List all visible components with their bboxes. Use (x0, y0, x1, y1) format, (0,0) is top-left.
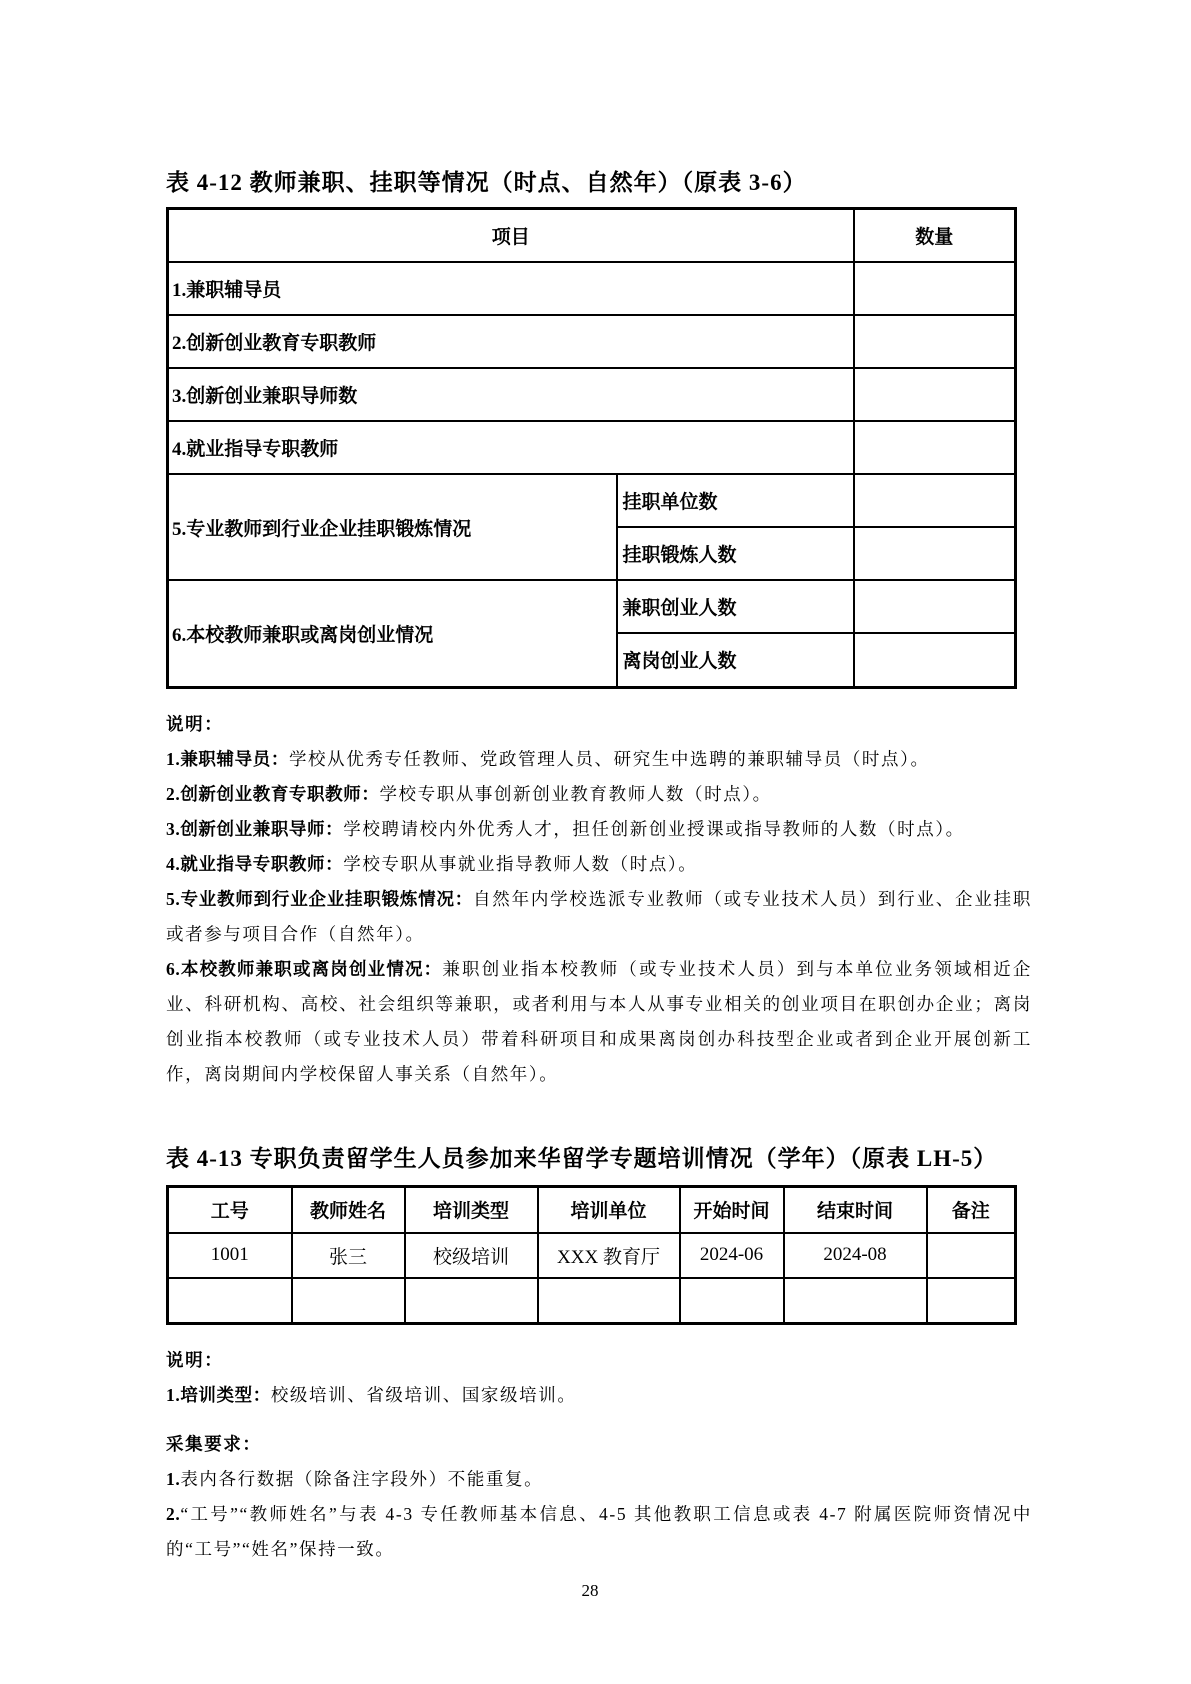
table1-row-2-label: 2.创新创业教育专职教师 (168, 315, 854, 368)
table1-row-6-sub-2-quantity (854, 633, 1016, 687)
requirement-item (166, 1497, 1032, 1567)
note-text: 学校专职从事创新创业教育教师人数（时点）。 (379, 783, 772, 804)
table2-header-teacher-name: 教师姓名 (292, 1186, 405, 1233)
table1-header-item: 项目 (168, 209, 854, 263)
note-text: 学校专职从事就业指导教师人数（时点）。 (343, 853, 698, 874)
requirement-label: 1. (166, 1468, 181, 1489)
table2-header-end-time: 结束时间 (784, 1186, 927, 1233)
table2-cell-teacher-name: 张三 (292, 1233, 405, 1278)
note-item (166, 1378, 1032, 1413)
table2-cell-training-type: 校级培训 (405, 1233, 538, 1278)
note-label: 3.创新创业兼职导师： (166, 818, 344, 839)
note-item (166, 952, 1032, 1092)
table2-cell-end-time: 2024-08 (784, 1233, 927, 1278)
table1-row-6-sub-1: 兼职创业人数 (617, 580, 854, 633)
note-text: 兼职创业指本校教师（或专业技术人员）到与本单位业务领域相近企业、科研机构、高校、社会组织等兼职，或者利用与本人从事专业相关的创业项目在职创办企业；离岗创业指本校教师（或专业技术人员）带着科研项目和成果离岗创办科技型企业或者到企业开展创新工作，离岗期间内学校保留人事关系（自然年）。 (166, 958, 1032, 1084)
note-label: 1.兼职辅导员： (166, 748, 289, 769)
table2-cell-employee-id (168, 1278, 292, 1324)
table2-header-remark: 备注 (927, 1186, 1016, 1233)
note-text: 自然年内学校选派专业教师（或专业技术人员）到行业、企业挂职或者参与项目合作（自然年）。 (166, 888, 1032, 944)
table2-header-training-org: 培训单位 (538, 1186, 680, 1233)
collection-requirements-title: 采集要求： (166, 1433, 262, 1454)
table-row (168, 421, 1016, 474)
notes-title: 说明： (166, 1349, 224, 1370)
table-row (168, 474, 1016, 527)
table1-row-4-label: 4.就业指导专职教师 (168, 421, 854, 474)
requirement-label: 2. (166, 1503, 181, 1524)
table2-cell-remark (927, 1278, 1016, 1324)
note-text: 校级培训、省级培训、国家级培训。 (270, 1384, 577, 1405)
table1-row-1-label: 1.兼职辅导员 (168, 262, 854, 315)
note-text: 学校聘请校内外优秀人才，担任创新创业授课或指导教师的人数（时点）。 (343, 818, 965, 839)
requirement-text: 表内各行数据（除备注字段外）不能重复。 (180, 1468, 544, 1489)
note-item (166, 882, 1032, 952)
table1-row-5-sub-2-quantity (854, 527, 1016, 580)
table-4-12-header-row (168, 209, 1016, 263)
table-4-13 (166, 1185, 1017, 1325)
note-item (166, 742, 1032, 777)
document-page (166, 0, 1032, 1608)
table1-row-6-sub-1-quantity (854, 580, 1016, 633)
table-4-13-title: 表 4-13 专职负责留学生人员参加来华留学专题培训情况（学年）（原表 LH-5） (166, 1145, 998, 1171)
table2-cell-teacher-name (292, 1278, 405, 1324)
table2-header-training-type: 培训类型 (405, 1186, 538, 1233)
table2-cell-employee-id: 1001 (168, 1233, 292, 1278)
table1-row-3-quantity (854, 368, 1016, 421)
table2-header-employee-id: 工号 (168, 1186, 292, 1233)
note-item (166, 812, 1032, 847)
table1-row-2-quantity (854, 315, 1016, 368)
note-item (166, 847, 1032, 882)
table2-cell-training-org (538, 1278, 680, 1324)
table2-cell-end-time (784, 1278, 927, 1324)
table1-row-4-quantity (854, 421, 1016, 474)
table2-cell-start-time (680, 1278, 784, 1324)
table-4-12-title: 表 4-12 教师兼职、挂职等情况（时点、自然年）（原表 3-6） (166, 170, 807, 195)
table-row (168, 1278, 1016, 1324)
table1-row-5-label: 5.专业教师到行业企业挂职锻炼情况 (168, 474, 617, 580)
table-row (168, 1233, 1016, 1278)
page-number: 28 (581, 1580, 599, 1600)
table-4-12 (166, 207, 1017, 689)
table-row (168, 315, 1016, 368)
table1-row-3-label: 3.创新创业兼职导师数 (168, 368, 854, 421)
note-item (166, 777, 1032, 812)
table2-cell-start-time: 2024-06 (680, 1233, 784, 1278)
note-label: 4.就业指导专职教师： (166, 853, 344, 874)
table1-row-5-sub-2: 挂职锻炼人数 (617, 527, 854, 580)
table1-row-6-sub-2: 离岗创业人数 (617, 633, 854, 687)
table2-cell-training-type (405, 1278, 538, 1324)
table-row (168, 262, 1016, 315)
table2-header-start-time: 开始时间 (680, 1186, 784, 1233)
note-label: 5.专业教师到行业企业挂职锻炼情况： (166, 888, 474, 909)
table1-row-6-label: 6.本校教师兼职或离岗创业情况 (168, 580, 617, 687)
table2-cell-remark (927, 1233, 1016, 1278)
requirement-item (166, 1462, 1032, 1497)
table-4-13-header-row (168, 1186, 1016, 1233)
table1-row-5-sub-1-quantity (854, 474, 1016, 527)
table2-cell-training-org: XXX 教育厅 (538, 1233, 680, 1278)
table1-header-quantity: 数量 (854, 209, 1016, 263)
notes-title: 说明： (166, 713, 224, 734)
table1-row-1-quantity (854, 262, 1016, 315)
note-label: 2.创新创业教育专职教师： (166, 783, 380, 804)
table-row (168, 368, 1016, 421)
note-text: 学校从优秀专任教师、党政管理人员、研究生中选聘的兼职辅导员（时点）。 (288, 748, 930, 769)
note-label: 6.本校教师兼职或离岗创业情况： (166, 958, 443, 979)
requirement-text: “工号”“教师姓名”与表 4-3 专任教师基本信息、4-5 其他教职工信息或表 4-7 附属医院师资情况中的“工号”“姓名”保持一致。 (166, 1503, 1032, 1559)
table-4-12-notes (166, 707, 1032, 1092)
table1-row-5-sub-1: 挂职单位数 (617, 474, 854, 527)
table-row (168, 580, 1016, 633)
note-label: 1.培训类型： (166, 1384, 271, 1405)
table-4-13-notes (166, 1343, 1032, 1567)
